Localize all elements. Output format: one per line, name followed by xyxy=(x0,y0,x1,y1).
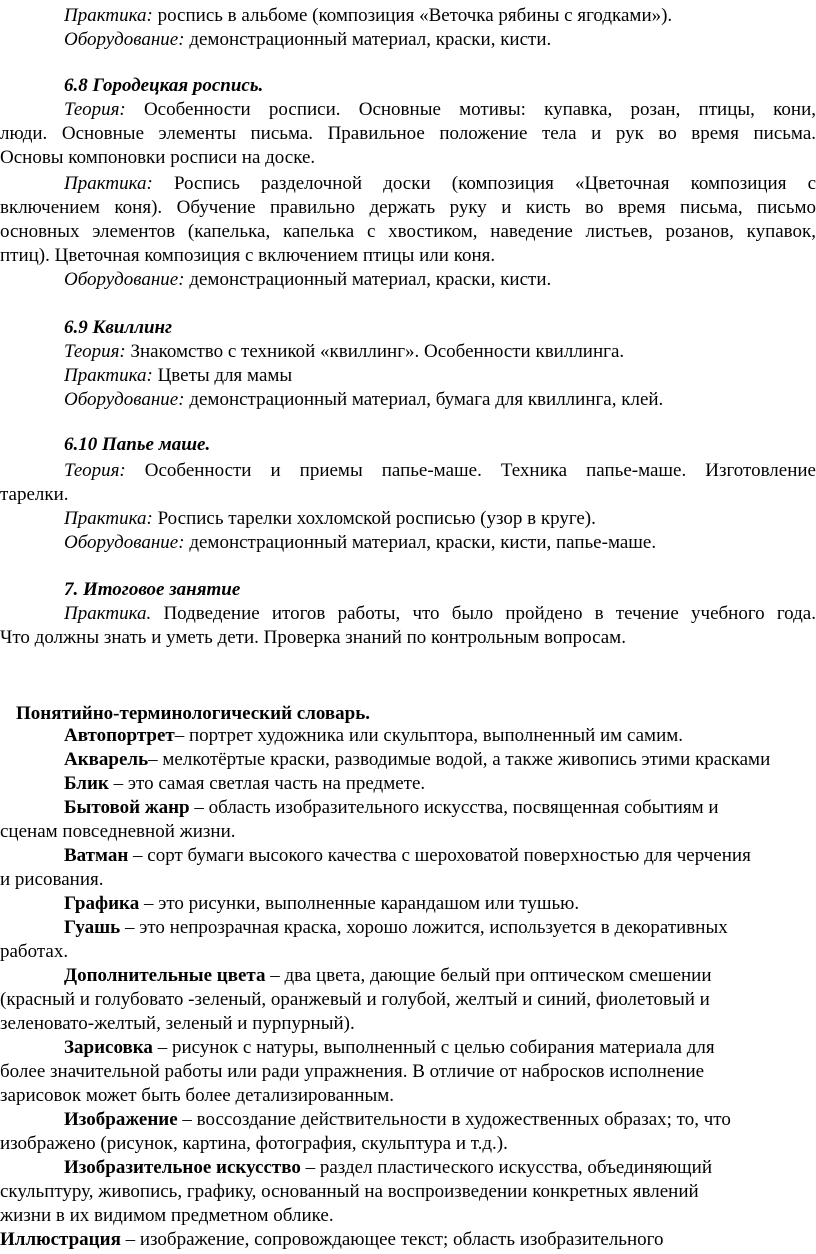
s610-equipment-line xyxy=(64,531,656,555)
glossary-definition: – это рисунки, выполненные карандашом или тушью. xyxy=(139,893,580,914)
theory-text: Особенности росписи. Основные мотивы: купавка, розан, птицы, кони, xyxy=(125,99,816,120)
section-heading-7: 7. Итоговое занятие xyxy=(64,579,241,600)
glossary-term: Зарисовка xyxy=(64,1037,153,1058)
glossary-definition-cont: и рисования. xyxy=(0,869,104,890)
s67-practice-line xyxy=(64,4,672,28)
s69-practice-line xyxy=(64,364,292,388)
glossary-definition: – изображение, сопровождающее текст; область изобразительного xyxy=(120,1229,664,1250)
glossary-definition: – сорт бумаги высокого качества с шероховатой поверхностью для черчения xyxy=(128,845,751,866)
glossary-term: Гуашь xyxy=(64,917,121,938)
glossary-entry xyxy=(64,916,816,940)
s67-equipment-line xyxy=(64,28,551,52)
glossary-term: Блик xyxy=(64,773,109,794)
s610-theory-line-1 xyxy=(64,459,816,483)
practice-label: Практика: xyxy=(64,173,153,194)
glossary-term: Иллюстрация xyxy=(0,1229,121,1250)
practice-label: Практика: xyxy=(64,508,153,529)
glossary-term: Автопортрет xyxy=(64,725,175,746)
section-heading-6-10: 6.10 Папье маше. xyxy=(64,434,211,455)
theory-label: Теория: xyxy=(64,341,126,362)
glossary-entry xyxy=(0,1228,816,1252)
equipment-text: демонстрационный материал, бумага для квиллинга, клей. xyxy=(184,389,664,410)
glossary-definition: – раздел пластического искусства, объединяющий xyxy=(300,1157,713,1178)
practice-text: Подведение итогов работы, что было пройдено в течение учебного года. xyxy=(151,603,816,624)
s68-equipment-line xyxy=(64,268,551,292)
s7-practice-line-2: Что должны знать и уметь дети. Проверка знаний по контрольным вопросам. xyxy=(0,627,626,648)
s69-equipment-line xyxy=(64,388,663,412)
s68-practice-line-4: птиц). Цветочная композиция с включением птицы или коня. xyxy=(0,245,496,266)
s68-theory-line-3: Основы компоновки росписи на доске. xyxy=(0,147,316,168)
glossary-definition: – это самая светлая часть на предмете. xyxy=(108,773,426,794)
theory-label: Теория: xyxy=(64,460,126,481)
glossary-term: Изображение xyxy=(64,1109,178,1130)
glossary-definition: – портрет художника или скульптора, выполненный им самим. xyxy=(174,725,684,746)
glossary-definition: – мелкотёртые краски, разводимые водой, а также живопись этими красками xyxy=(148,749,771,770)
equipment-text: демонстрационный материал, краски, кисти, папье-маше. xyxy=(184,532,657,553)
section-heading-6-9: 6.9 Квиллинг xyxy=(64,317,173,338)
practice-text: Цветы для мамы xyxy=(152,365,293,386)
glossary-entry xyxy=(64,1036,816,1060)
glossary-entry xyxy=(64,796,816,820)
glossary-definition-cont: скульптуру, живопись, графику, основанный на воспроизведении конкретных явлений xyxy=(0,1181,699,1202)
glossary-term: Ватман xyxy=(64,845,129,866)
s68-theory-line-1 xyxy=(64,98,816,122)
glossary-entry xyxy=(64,844,816,868)
glossary-definition-cont: жизни в их видимом предметном облике. xyxy=(0,1205,334,1226)
glossary-entry xyxy=(64,1108,816,1132)
s610-practice-line xyxy=(64,507,596,531)
glossary-term: Дополнительные цвета xyxy=(64,965,266,986)
glossary-definition-cont: более значительной работы или ради упражнения. В отличие от набросков исполнение xyxy=(0,1061,705,1082)
glossary-entry xyxy=(64,892,816,916)
glossary-definition: – два цвета, дающие белый при оптическом смешении xyxy=(265,965,712,986)
theory-text: Особенности и приемы папье-маше. Техника папье-маше. Изготовление xyxy=(125,460,816,481)
section-heading-6-8: 6.8 Городецкая роспись. xyxy=(64,75,264,96)
theory-label: Теория: xyxy=(64,99,126,120)
glossary-definition-cont: сценам повседневной жизни. xyxy=(0,821,236,842)
s68-practice-line-3: основных элементов (капелька, капелька с хвостиком, наведение листьев, розанов, купавок, xyxy=(0,221,816,242)
glossary-entry xyxy=(64,724,816,748)
s68-practice-line-2: включением коня). Обучение правильно держать руку и кисть во время письма, письмо xyxy=(0,197,816,218)
equipment-label: Оборудование: xyxy=(64,532,185,553)
glossary-definition: – область изобразительного искусства, посвященная событиям и xyxy=(189,797,719,818)
glossary-definition-cont: (красный и голубовато -зеленый, оранжевый и голубой, желтый и синий, фиолетовый и xyxy=(0,989,710,1010)
s7-practice-line-1 xyxy=(64,602,816,626)
glossary-term: Изобразительное искусство xyxy=(64,1157,301,1178)
glossary-list xyxy=(0,724,816,1252)
practice-text: Роспись тарелки хохломской росписью (узор в круге). xyxy=(152,508,596,529)
glossary-entry xyxy=(64,748,816,772)
glossary-entry xyxy=(64,1156,816,1180)
glossary-term: Бытовой жанр xyxy=(64,797,190,818)
glossary-definition-cont: работах. xyxy=(0,941,69,962)
practice-text: роспись в альбоме (композиция «Веточка рябины с ягодками»). xyxy=(152,5,673,26)
glossary-definition: – рисунок с натуры, выполненный с целью собирания материала для xyxy=(152,1037,715,1058)
s610-theory-line-2: тарелки. xyxy=(0,484,69,505)
practice-label: Практика: xyxy=(64,365,153,386)
equipment-label: Оборудование: xyxy=(64,29,185,50)
equipment-text: демонстрационный материал, краски, кисти. xyxy=(184,269,552,290)
equipment-label: Оборудование: xyxy=(64,269,185,290)
glossary-definition-cont: зеленовато-желтый, зеленый и пурпурный). xyxy=(0,1013,355,1034)
theory-text: Знакомство с техникой «квиллинг». Особенности квиллинга. xyxy=(125,341,625,362)
glossary-definition: – воссоздание действительности в художественных образах; то, что xyxy=(177,1109,731,1130)
practice-text: Роспись разделочной доски (композиция «Цветочная композиция с xyxy=(152,173,816,194)
glossary-definition-cont: зарисовок может быть более детализированным. xyxy=(0,1085,395,1106)
equipment-text: демонстрационный материал, краски, кисти. xyxy=(184,29,552,50)
s69-theory-line xyxy=(64,340,624,364)
glossary-title: Понятийно-терминологический словарь. xyxy=(16,703,371,724)
practice-label: Практика: xyxy=(64,5,153,26)
glossary-entry xyxy=(64,964,816,988)
equipment-label: Оборудование: xyxy=(64,389,185,410)
glossary-term: Графика xyxy=(64,893,140,914)
glossary-definition-cont: изображено (рисунок, картина, фотография, скульптура и т.д.). xyxy=(0,1133,508,1154)
s68-theory-line-2: люди. Основные элементы письма. Правильное положение тела и рук во время письма. xyxy=(0,123,816,144)
practice-label: Практика. xyxy=(64,603,152,624)
s68-practice-line-1 xyxy=(64,172,816,196)
glossary-definition: – это непрозрачная краска, хорошо ложится, используется в декоративных xyxy=(120,917,728,938)
glossary-entry xyxy=(64,772,816,796)
glossary-term: Акварель xyxy=(64,749,149,770)
